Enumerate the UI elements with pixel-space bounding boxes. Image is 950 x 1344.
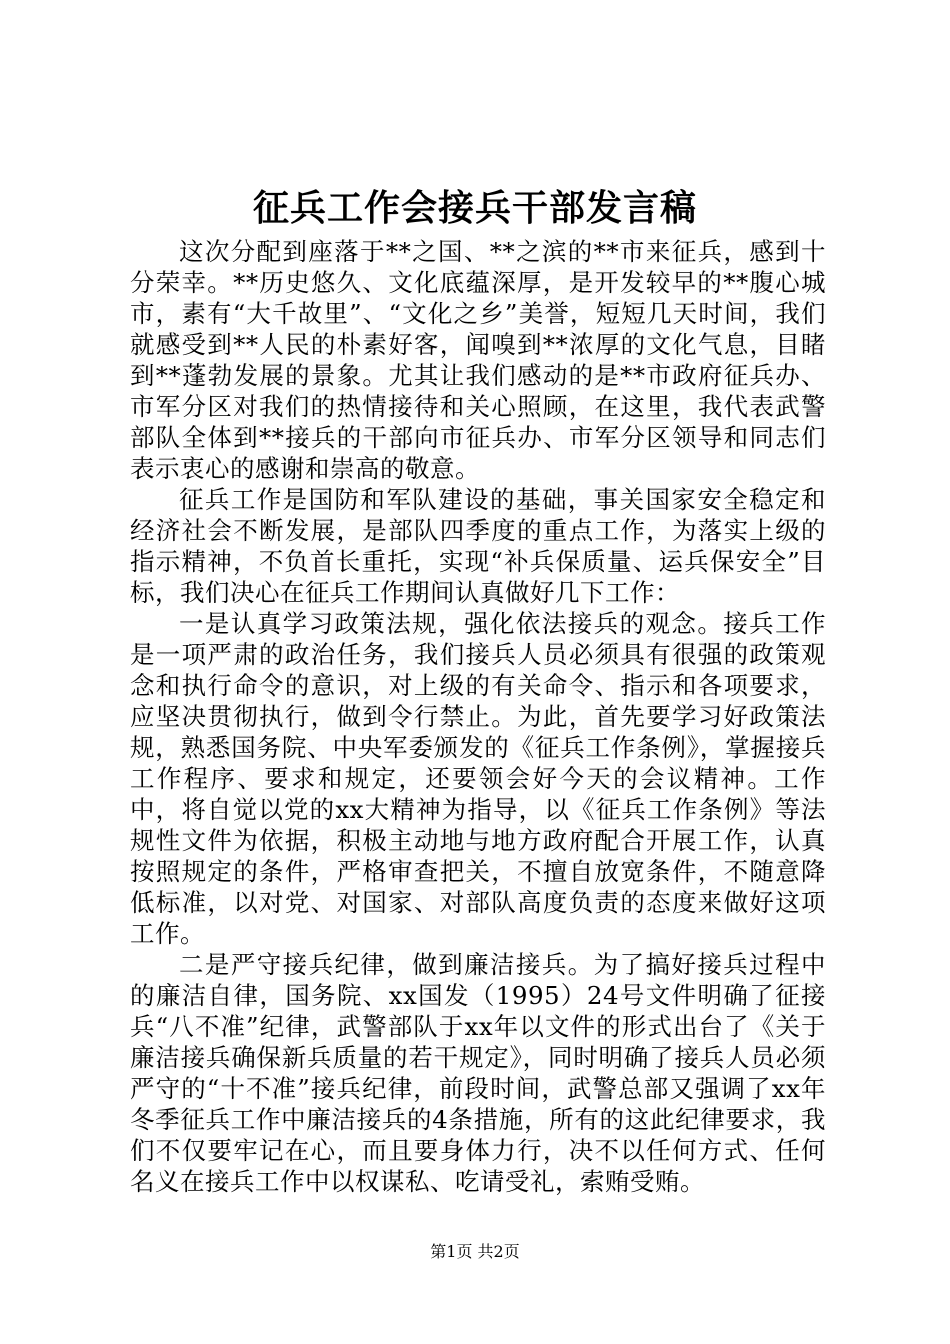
document-body xyxy=(130,236,826,1197)
paragraph-point-two: 二是严守接兵纪律，做到廉洁接兵。为了搞好接兵过程中的廉洁自律，国务院、xx国发（1995）24号文件明确了征接兵“八不准”纪律，武警部队于xx年以文件的形式出台了《关于廉洁接兵确保新兵质量的若干规定》，同时明确了接兵人员必须严守的“十不准”接兵纪律，前段时间，武警总部又强调了xx年冬季征兵工作中廉洁接兵的4条措施，所有的这此纪律要求，我们不仅要牢记在心，而且要身体力行，决不以任何方式、任何名义在接兵工作中以权谋私、吃请受礼，索贿受贿。 xyxy=(130,950,826,1196)
paragraph-intro: 这次分配到座落于**之国、**之滨的**市来征兵，感到十分荣幸。**历史悠久、文化底蕴深厚，是开发较早的**腹心城市，素有“大千故里”、“文化之乡”美誉，短短几天时间，我们就感受到**人民的朴素好客，闻嗅到**浓厚的文化气息，目睹到**蓬勃发展的景象。尤其让我们感动的是**市政府征兵办、市军分区对我们的热情接待和关心照顾，在这里，我代表武警部队全体到**接兵的干部向市征兵办、市军分区领导和同志们表示衷心的感谢和崇高的敬意。 xyxy=(130,237,826,483)
paragraph-goal: 征兵工作是国防和军队建设的基础，事关国家安全稳定和经济社会不断发展，是部队四季度的重点工作，为落实上级的指示精神，不负首长重托，实现“补兵保质量、运兵保安全”目标，我们决心在征兵工作期间认真做好几下工作： xyxy=(130,485,826,607)
page-number-footer: 第1页 共2页 xyxy=(430,1242,520,1261)
document-title: 征兵工作会接兵干部发言稿 xyxy=(252,187,697,229)
paragraph-point-one: 一是认真学习政策法规，强化依法接兵的观念。接兵工作是一项严肃的政治任务，我们接兵人员必须具有很强的政策观念和执行命令的意识，对上级的有关命令、指示和各项要求，应坚决贯彻执行，做到令行禁止。为此，首先要学习好政策法规，熟悉国务院、中央军委颁发的《征兵工作条例》，掌握接兵工作程序、要求和规定，还要领会好今天的会议精神。工作中，将自觉以党的xx大精神为指导，以《征兵工作条例》等法规性文件为依据，积极主动地与地方政府配合开展工作，认真按照规定的条件，严格审查把关，不擅自放宽条件，不随意降低标准，以对党、对国家、对部队高度负责的态度来做好这项工作。 xyxy=(130,609,826,948)
